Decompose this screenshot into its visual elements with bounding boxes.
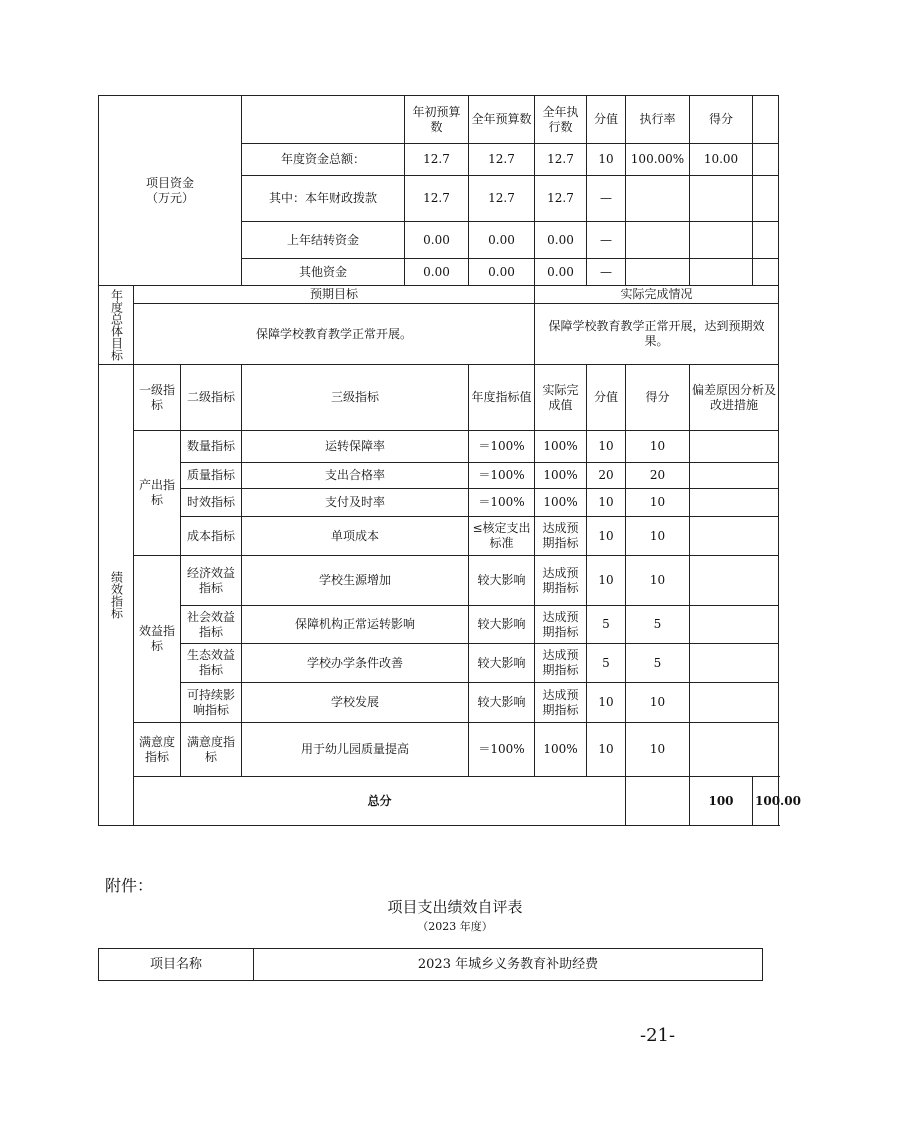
indicator-target: ＝100% — [469, 489, 535, 517]
indicator-reason — [690, 431, 779, 463]
indicator-reason — [690, 489, 779, 517]
indicator-actual: 100% — [535, 723, 587, 777]
indicator-target: 较大影响 — [469, 606, 535, 644]
fund-cell: 0.00 — [405, 259, 469, 286]
indicator-got: 5 — [626, 644, 690, 683]
fund-cell: 0.00 — [535, 259, 587, 286]
fund-cell — [753, 176, 779, 222]
indicators-section-label: 绩效指标 — [99, 365, 134, 826]
project-name-table — [98, 948, 763, 981]
fund-cell: 12.7 — [535, 176, 587, 222]
indicator-reason — [690, 517, 779, 556]
indicator-got: 10 — [626, 517, 690, 556]
fund-cell: 10.00 — [690, 144, 753, 176]
indicator-target: ≤核定支出标准 — [469, 517, 535, 556]
indicator-group-label: 产出指标 — [134, 431, 181, 556]
fund-cell: 12.7 — [535, 144, 587, 176]
indicator-actual: 达成预期指标 — [535, 556, 587, 606]
indicator-got: 10 — [626, 489, 690, 517]
indicator-l2: 成本指标 — [181, 517, 242, 556]
indicator-got: 5 — [626, 606, 690, 644]
ind-header-l3: 三级指标 — [242, 365, 469, 431]
indicator-score: 10 — [587, 723, 626, 777]
fund-cell: 12.7 — [469, 144, 535, 176]
indicator-l2: 质量指标 — [181, 463, 242, 489]
ind-header-l2: 二级指标 — [181, 365, 242, 431]
fund-cell: 12.7 — [405, 144, 469, 176]
fund-cell: 12.7 — [469, 176, 535, 222]
fund-cell — [690, 259, 753, 286]
indicator-got: 10 — [626, 556, 690, 606]
indicator-reason — [690, 556, 779, 606]
fund-cell: — — [587, 222, 626, 259]
indicator-score: 10 — [587, 517, 626, 556]
indicator-target: ＝100% — [469, 431, 535, 463]
goals-section-label: 年度总体目标 — [99, 286, 134, 365]
fund-cell — [626, 259, 690, 286]
indicator-score: 10 — [587, 556, 626, 606]
fund-cell — [690, 222, 753, 259]
indicator-score: 5 — [587, 606, 626, 644]
fund-cell: — — [587, 259, 626, 286]
indicator-got: 10 — [626, 431, 690, 463]
indicator-l2: 满意度指标 — [181, 723, 242, 777]
header-extra — [753, 96, 779, 144]
indicator-reason — [690, 723, 779, 777]
page-number: -21- — [640, 1025, 676, 1046]
fund-cell: — — [587, 176, 626, 222]
fund-row-label: 其他资金 — [242, 259, 405, 286]
goals-actual-header: 实际完成情况 — [535, 286, 779, 304]
ind-header-l1: 一级指标 — [134, 365, 181, 431]
indicator-l3: 支付及时率 — [242, 489, 469, 517]
header-score-value: 分值 — [587, 96, 626, 144]
total-blank — [626, 777, 690, 826]
indicator-got: 10 — [626, 723, 690, 777]
indicator-group-label: 满意度指标 — [134, 723, 181, 777]
goals-expected-header: 预期目标 — [134, 286, 535, 304]
fund-cell — [690, 176, 753, 222]
indicator-actual: 100% — [535, 431, 587, 463]
indicator-score: 10 — [587, 489, 626, 517]
total-label: 总分 — [134, 777, 626, 826]
fund-cell: 100.00% — [626, 144, 690, 176]
indicator-score: 10 — [587, 683, 626, 723]
header-full-budget: 全年预算数 — [469, 96, 535, 144]
indicator-l2: 时效指标 — [181, 489, 242, 517]
header-full-execution: 全年执行数 — [535, 96, 587, 144]
performance-table — [98, 95, 801, 826]
fund-cell — [753, 259, 779, 286]
ind-header-score: 分值 — [587, 365, 626, 431]
indicator-target: ＝100% — [469, 723, 535, 777]
indicator-group-label: 效益指标 — [134, 556, 181, 723]
fund-row-label: 其中：本年财政拨款 — [242, 176, 405, 222]
indicator-l2: 经济效益指标 — [181, 556, 242, 606]
indicator-l3: 支出合格率 — [242, 463, 469, 489]
indicator-got: 10 — [626, 683, 690, 723]
header-score: 得分 — [690, 96, 753, 144]
ind-header-target: 年度指标值 — [469, 365, 535, 431]
fund-cell: 0.00 — [469, 259, 535, 286]
fund-cell: 0.00 — [405, 222, 469, 259]
funds-header-blank — [242, 96, 405, 144]
indicator-actual: 达成预期指标 — [535, 683, 587, 723]
indicator-l3: 学校办学条件改善 — [242, 644, 469, 683]
indicator-reason — [690, 606, 779, 644]
indicator-actual: 100% — [535, 463, 587, 489]
indicator-score: 10 — [587, 431, 626, 463]
fund-cell — [626, 176, 690, 222]
fund-cell: 0.00 — [535, 222, 587, 259]
form-year: （2023 年度） — [417, 920, 493, 933]
indicator-reason — [690, 644, 779, 683]
total-score: 100 — [690, 777, 753, 826]
fund-cell: 10 — [587, 144, 626, 176]
goals-actual-text: 保障学校教育教学正常开展，达到预期效果。 — [535, 304, 779, 365]
total-got: 100.00 — [753, 777, 779, 826]
goals-expected-text: 保障学校教育教学正常开展。 — [134, 304, 535, 365]
fund-row-label: 年度资金总额： — [242, 144, 405, 176]
project-name-label: 项目名称 — [99, 949, 254, 981]
indicator-actual: 达成预期指标 — [535, 517, 587, 556]
indicator-actual: 达成预期指标 — [535, 644, 587, 683]
indicator-target: 较大影响 — [469, 644, 535, 683]
indicator-target: 较大影响 — [469, 683, 535, 723]
indicator-l2: 可持续影响指标 — [181, 683, 242, 723]
header-execution-rate: 执行率 — [626, 96, 690, 144]
fund-cell — [626, 222, 690, 259]
indicator-l3: 学校生源增加 — [242, 556, 469, 606]
indicator-l2: 生态效益指标 — [181, 644, 242, 683]
indicator-reason — [690, 463, 779, 489]
funds-section-label: 项目资金 （万元） — [99, 96, 242, 286]
fund-cell: 0.00 — [469, 222, 535, 259]
header-initial-budget: 年初预算数 — [405, 96, 469, 144]
indicator-reason — [690, 683, 779, 723]
indicator-l3: 用于幼儿园质量提高 — [242, 723, 469, 777]
fund-row-label: 上年结转资金 — [242, 222, 405, 259]
indicator-l3: 单项成本 — [242, 517, 469, 556]
form-title: 项目支出绩效自评表 — [387, 898, 523, 916]
indicator-score: 20 — [587, 463, 626, 489]
indicator-score: 5 — [587, 644, 626, 683]
indicator-target: 较大影响 — [469, 556, 535, 606]
indicator-l2: 社会效益指标 — [181, 606, 242, 644]
indicator-l3: 学校发展 — [242, 683, 469, 723]
ind-header-reason: 偏差原因分析及改进措施 — [690, 365, 779, 431]
indicator-l3: 保障机构正常运转影响 — [242, 606, 469, 644]
fund-cell: 12.7 — [405, 176, 469, 222]
ind-header-got: 得分 — [626, 365, 690, 431]
indicator-actual: 达成预期指标 — [535, 606, 587, 644]
project-name-value: 2023 年城乡义务教育补助经费 — [254, 949, 763, 981]
indicator-actual: 100% — [535, 489, 587, 517]
attachment-label: 附件： — [105, 876, 154, 895]
indicator-l3: 运转保障率 — [242, 431, 469, 463]
fund-cell — [753, 222, 779, 259]
indicator-got: 20 — [626, 463, 690, 489]
indicator-target: ＝100% — [469, 463, 535, 489]
indicator-l2: 数量指标 — [181, 431, 242, 463]
ind-header-actual: 实际完成值 — [535, 365, 587, 431]
fund-cell — [753, 144, 779, 176]
